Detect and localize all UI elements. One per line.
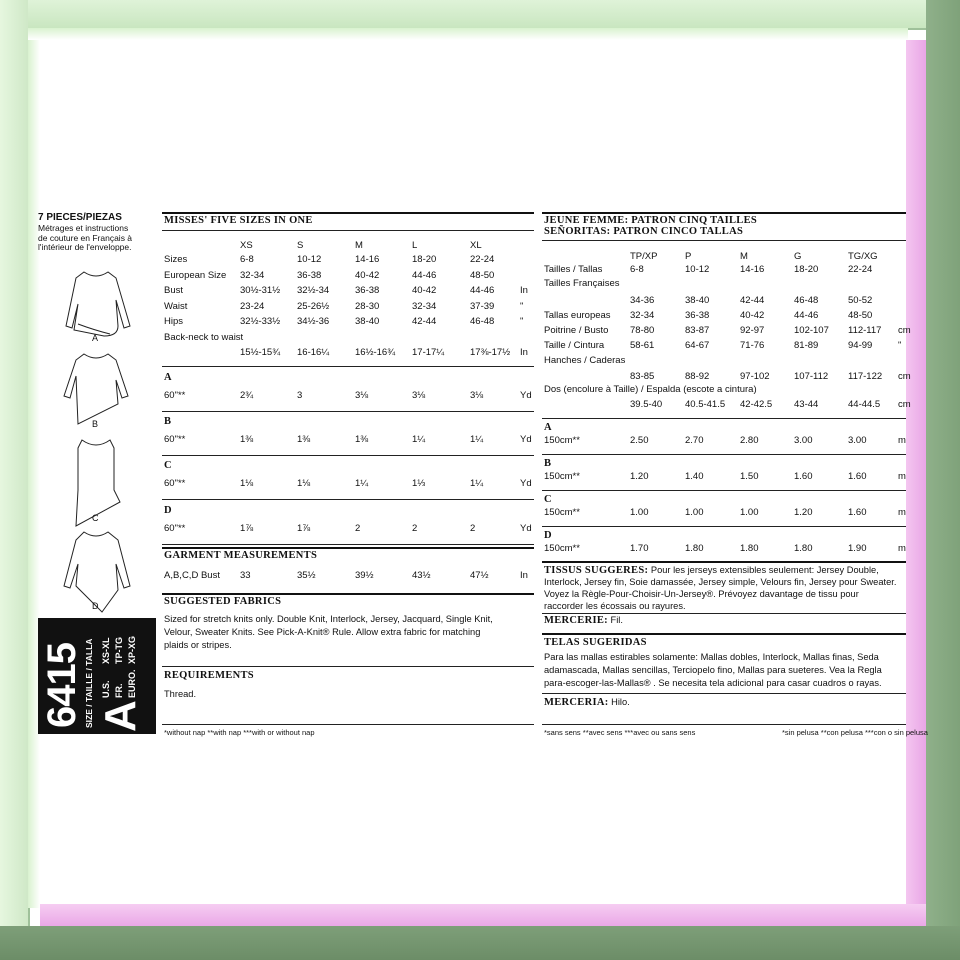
size-cell: 83-85 <box>630 371 655 382</box>
unit-cell: cm <box>898 399 911 410</box>
unit-cell: " <box>520 316 524 327</box>
view-heading: C <box>164 460 172 471</box>
yardage-cell: 3 <box>297 390 303 401</box>
yardage-cell: 2 <box>412 523 418 534</box>
size-cell: 22-24 <box>848 264 873 275</box>
view-label: B <box>92 419 99 429</box>
english-title: MISSES' FIVE SIZES IN ONE <box>164 215 313 226</box>
meterage-cell: 1.20 <box>630 471 649 482</box>
size-cell: 23-24 <box>240 300 265 312</box>
pieces-note-line: de couture en Français à <box>38 232 133 243</box>
unit-cell: cm <box>898 371 911 382</box>
row-label: Sizes <box>164 254 188 265</box>
size-header: XL <box>470 240 482 251</box>
fabric-width: 60"** <box>164 478 186 489</box>
yardage-cell: 1⅞ <box>240 523 254 534</box>
size-cell: 40-42 <box>412 285 437 296</box>
row-label: European Size <box>164 269 227 281</box>
rule <box>162 455 534 456</box>
view-label: A <box>92 333 99 343</box>
rule <box>162 544 534 545</box>
size-cell: 42-44 <box>740 295 765 306</box>
rule <box>542 633 906 635</box>
sketch-view-d <box>64 532 130 612</box>
view-heading: A <box>164 372 172 383</box>
rule <box>542 454 906 455</box>
size-label: SIZE / TAILLE / TALLA <box>84 638 94 728</box>
size-cell: 15½-15¾ <box>240 347 281 358</box>
yardage-cell: 1⅛ <box>297 478 311 489</box>
size-cell: 81-89 <box>794 340 819 351</box>
rule <box>162 547 534 549</box>
size-cell: 42-42.5 <box>740 399 773 410</box>
size-header: M <box>355 240 363 251</box>
row-label: Waist <box>164 300 188 312</box>
size-cell: 16½-16¾ <box>355 347 396 358</box>
meterage-cell: 3.00 <box>848 435 867 446</box>
size-cell: 102-107 <box>794 325 829 336</box>
row-label: Poitrine / Busto <box>544 325 609 336</box>
row-label: Tailles Françaises <box>544 278 620 289</box>
sketch-view-b <box>64 354 128 424</box>
pieces-note-line: l'intérieur de l'enveloppe. <box>38 242 132 252</box>
yardage-cell: 2 <box>470 523 476 534</box>
size-range-letter: A <box>96 700 145 732</box>
size-cell: 88-92 <box>685 371 710 382</box>
size-cell: 39.5-40 <box>630 399 663 410</box>
merceria-line <box>544 696 630 710</box>
row-label: Hips <box>164 316 184 327</box>
footnote-es: *sin pelusa **con pelusa ***con o sin pelusa <box>782 728 928 737</box>
yardage-cell: 2¾ <box>240 390 254 401</box>
size-cell: 112-117 <box>848 325 882 336</box>
yardage-cell: 1⅞ <box>297 523 311 534</box>
size-header: G <box>794 251 802 262</box>
size-header: L <box>412 240 418 251</box>
yardage-cell: 1⅜ <box>355 434 369 445</box>
size-cell: 46-48 <box>470 316 495 327</box>
size-cell: 44-46 <box>470 285 495 296</box>
garment-cell: 33 <box>240 570 251 581</box>
unit-cell: m <box>898 507 906 518</box>
meterage-cell: 1.40 <box>685 471 704 482</box>
view-heading: C <box>544 494 552 505</box>
meterage-cell: 1.60 <box>848 471 867 482</box>
pattern-number: 6415 <box>40 643 84 728</box>
size-cell: 38-40 <box>685 295 710 306</box>
requirements-title: REQUIREMENTS <box>164 670 254 681</box>
yardage-cell: 1⅜ <box>297 434 311 445</box>
size-cell: 42-44 <box>412 316 437 327</box>
unit-cell: cm <box>898 325 911 336</box>
size-cell: 107-112 <box>794 371 829 382</box>
size-cell: 28-30 <box>355 300 380 312</box>
size-header: M <box>740 251 748 262</box>
meterage-cell: 1.90 <box>848 543 867 554</box>
meterage-cell: 3.00 <box>794 435 813 446</box>
garment-title: GARMENT MEASUREMENTS <box>164 550 318 561</box>
size-cell: 17⅜-17½ <box>470 347 511 358</box>
meterage-cell: 1.50 <box>740 471 759 482</box>
meterage-cell: 2.70 <box>685 435 704 446</box>
size-cell: 6-8 <box>630 264 644 275</box>
row-label: Hanches / Caderas <box>544 355 626 366</box>
size-cell: 50-52 <box>848 295 873 306</box>
size-cell: 46-48 <box>794 295 819 306</box>
size-header: P <box>685 251 692 262</box>
size-cell: 6-8 <box>240 254 254 265</box>
size-cell: 32-34 <box>412 300 437 312</box>
meterage-cell: 1.00 <box>685 507 704 518</box>
view-sketches <box>58 264 138 614</box>
rule <box>162 230 534 231</box>
pieces-title: 7 PIECES/PIEZAS <box>38 212 122 223</box>
garment-cell: 35½ <box>297 570 316 581</box>
garment-cell: 47½ <box>470 570 489 581</box>
yardage-cell: 3⅛ <box>412 390 426 401</box>
tissus-text: raccorder les écossais ou rayures. <box>544 601 686 611</box>
yardage-cell: 1⅓ <box>412 478 426 489</box>
size-cell: 10-12 <box>297 254 322 265</box>
unit-cell: In <box>520 285 528 296</box>
fabrics-title: SUGGESTED FABRICS <box>164 596 282 607</box>
footnote: *without nap **with nap ***with or without nap <box>164 728 315 737</box>
size-header: TP/XP <box>630 251 658 262</box>
yardage-cell: 3⅛ <box>355 390 369 401</box>
size-cell: 32½-34 <box>297 285 330 296</box>
view-heading: B <box>544 458 552 469</box>
pieces-note <box>38 224 132 253</box>
unit-cell: In <box>520 570 528 581</box>
french-title: JEUNE FEMME: PATRON CINQ TAILLES <box>544 215 758 226</box>
unit-cell: " <box>520 300 524 312</box>
size-cell: 34-36 <box>630 295 655 306</box>
view-heading: B <box>164 416 172 427</box>
tissus-text: Interlock, Jersey fin, Soie damassée, Jersey simple, Velours fin, Jersey pour Sweater. <box>544 577 897 587</box>
size-range-row: FR.TP-TG <box>114 637 124 698</box>
size-header: XS <box>240 240 253 251</box>
meterage-cell: 1.20 <box>794 507 813 518</box>
row-label: Back-neck to waist <box>164 332 244 343</box>
size-cell: 64-67 <box>685 340 710 351</box>
size-cell: 14-16 <box>740 264 765 275</box>
size-cell: 44-46 <box>794 310 819 321</box>
rule <box>162 724 534 725</box>
size-cell: 17-17¼ <box>412 347 445 358</box>
meterage-cell: 1.60 <box>848 507 867 518</box>
yardage-cell: 3⅛ <box>470 390 484 401</box>
size-cell: 40-42 <box>740 310 765 321</box>
size-range-table <box>100 636 139 698</box>
pieces-note-line: Métrages et instructions <box>38 223 129 233</box>
view-label: C <box>92 513 99 523</box>
yardage-cell: 1¼ <box>470 478 484 489</box>
size-cell: 38-40 <box>355 316 380 327</box>
size-cell: 32½-33½ <box>240 316 281 327</box>
mercerie-line <box>544 614 623 628</box>
rule <box>162 366 534 367</box>
unit-cell: " <box>898 340 902 351</box>
size-cell: 34½-36 <box>297 316 330 327</box>
unit-cell: Yd <box>520 523 532 534</box>
size-cell: 71-76 <box>740 340 765 351</box>
meterage-cell: 1.80 <box>685 543 704 554</box>
size-cell: 97-102 <box>740 371 770 382</box>
yardage-cell: 1¼ <box>412 434 426 445</box>
fabric-width: 150cm** <box>544 543 580 554</box>
rule <box>162 212 534 214</box>
fabrics-text: Velour, Sweater Knits. See Pick-A-Knit® Rule. Allow extra fabric for matching <box>164 627 481 637</box>
telas-title: TELAS SUGERIDAS <box>544 637 647 648</box>
rule <box>542 526 906 527</box>
merceria-title: MERCERIA: <box>544 697 609 708</box>
unit-cell: Yd <box>520 478 532 489</box>
rule <box>162 499 534 500</box>
meterage-cell: 1.80 <box>740 543 759 554</box>
meterage-cell: 1.00 <box>740 507 759 518</box>
rule <box>542 490 906 491</box>
requirements-text: Thread. <box>164 689 197 699</box>
yardage-cell: 2 <box>355 523 361 534</box>
row-label: A,B,C,D Bust <box>164 570 220 581</box>
tissus-title: TISSUS SUGGERES: <box>544 565 649 576</box>
size-cell: 117-122 <box>848 371 883 382</box>
size-cell: 48-50 <box>848 310 873 321</box>
fabric-width: 60"** <box>164 523 186 534</box>
size-header: S <box>297 240 304 251</box>
view-label: D <box>92 601 99 611</box>
rule <box>542 418 906 419</box>
merceria-text: Hilo. <box>608 697 630 707</box>
mercerie-title: MERCERIE: <box>544 615 608 626</box>
meterage-cell: 1.00 <box>630 507 649 518</box>
garment-cell: 43½ <box>412 570 431 581</box>
tissus-text: Pour les jerseys extensibles seulement: Jersey Double, <box>648 565 879 575</box>
tissus-text: Voyez la Règle-Pour-Choisir-Un-Jersey®. Prévoyez davantage de tissu pour <box>544 589 859 599</box>
unit-cell: m <box>898 471 906 482</box>
yardage-cell: 1¼ <box>470 434 484 445</box>
unit-cell: m <box>898 543 906 554</box>
mercerie-text: Fil. <box>607 615 623 625</box>
size-cell: 78-80 <box>630 325 655 336</box>
size-header: TG/XG <box>848 251 878 262</box>
rule <box>542 212 906 214</box>
size-cell: 16-16¼ <box>297 347 330 358</box>
size-cell: 92-97 <box>740 325 765 336</box>
unit-cell: Yd <box>520 390 532 401</box>
size-cell: 22-24 <box>470 254 495 265</box>
footnote-fr: *sans sens **avec sens ***avec ou sans sens <box>544 728 696 737</box>
size-badge-rotated <box>38 618 156 734</box>
rule <box>162 666 534 667</box>
telas-text: adamascada, Mallas sencillas, Terciopelo fino, Mallas para sueteres. Vea la Regla <box>544 665 882 675</box>
size-cell: 32-34 <box>240 269 265 281</box>
meterage-cell: 2.80 <box>740 435 759 446</box>
unit-cell: In <box>520 347 528 358</box>
yardage-cell: 1¼ <box>355 478 369 489</box>
row-label: Bust <box>164 285 184 296</box>
row-label: Taille / Cintura <box>544 340 605 351</box>
rule <box>542 693 906 694</box>
unit-cell: m <box>898 435 906 446</box>
unit-cell: Yd <box>520 434 532 445</box>
spanish-title: SEÑORITAS: PATRON CINCO TALLAS <box>544 226 744 237</box>
size-cell: 36-38 <box>355 285 380 296</box>
size-cell: 36-38 <box>685 310 710 321</box>
size-cell: 44-46 <box>412 269 437 281</box>
rule <box>542 724 906 725</box>
size-cell: 44-44.5 <box>848 399 881 410</box>
rule <box>542 561 906 563</box>
size-cell: 40-42 <box>355 269 380 281</box>
row-label: Dos (encolure à Taille) / Espalda (escote a cintura) <box>544 384 757 395</box>
garment-cell: 39½ <box>355 570 374 581</box>
fabric-width: 60"** <box>164 390 186 401</box>
fabrics-text: plaids or stripes. <box>164 640 232 650</box>
size-cell: 37-39 <box>470 300 495 312</box>
size-cell: 18-20 <box>794 264 819 275</box>
size-cell: 14-16 <box>355 254 380 265</box>
yardage-cell: 1⅛ <box>240 478 254 489</box>
view-heading: A <box>544 422 552 433</box>
view-heading: D <box>544 530 552 541</box>
size-cell: 43-44 <box>794 399 819 410</box>
telas-text: para-escoger-las-Mallas® . Se necesita tela adicional para casar cuadros o rayas. <box>544 678 882 688</box>
size-range-row: EURO.XP-XG <box>127 635 137 698</box>
rule <box>162 411 534 412</box>
size-cell: 18-20 <box>412 254 437 265</box>
size-cell: 83-87 <box>685 325 710 336</box>
fabric-width: 60"** <box>164 434 186 445</box>
fabric-width: 150cm** <box>544 435 580 446</box>
meterage-cell: 1.80 <box>794 543 813 554</box>
rule <box>162 593 534 595</box>
size-cell: 30½-31½ <box>240 285 281 296</box>
meterage-cell: 1.70 <box>630 543 649 554</box>
meterage-cell: 2.50 <box>630 435 649 446</box>
size-cell: 94-99 <box>848 340 873 351</box>
row-label: Tailles / Tallas <box>544 264 603 275</box>
meterage-cell: 1.60 <box>794 471 813 482</box>
fabric-width: 150cm** <box>544 507 580 518</box>
rule <box>542 240 906 241</box>
size-cell: 25-26½ <box>297 300 330 312</box>
view-heading: D <box>164 505 172 516</box>
size-badge <box>38 618 156 734</box>
size-cell: 40.5-41.5 <box>685 399 726 410</box>
yardage-cell: 1⅜ <box>240 434 254 445</box>
sketch-view-a <box>66 272 130 336</box>
fabrics-text: Sized for stretch knits only. Double Knit, Interlock, Jersey, Jacquard, Single Knit, <box>164 614 493 624</box>
size-cell: 48-50 <box>470 269 495 281</box>
telas-text: Para las mallas estirables solamente: Mallas dobles, Interlock, Mallas finas, Seda <box>544 652 879 662</box>
size-range-row: U.S.XS-XL <box>101 637 111 698</box>
size-cell: 36-38 <box>297 269 322 281</box>
fabric-width: 150cm** <box>544 471 580 482</box>
size-cell: 10-12 <box>685 264 710 275</box>
size-cell: 58-61 <box>630 340 655 351</box>
row-label: Tallas europeas <box>544 310 611 321</box>
size-cell: 32-34 <box>630 310 655 321</box>
